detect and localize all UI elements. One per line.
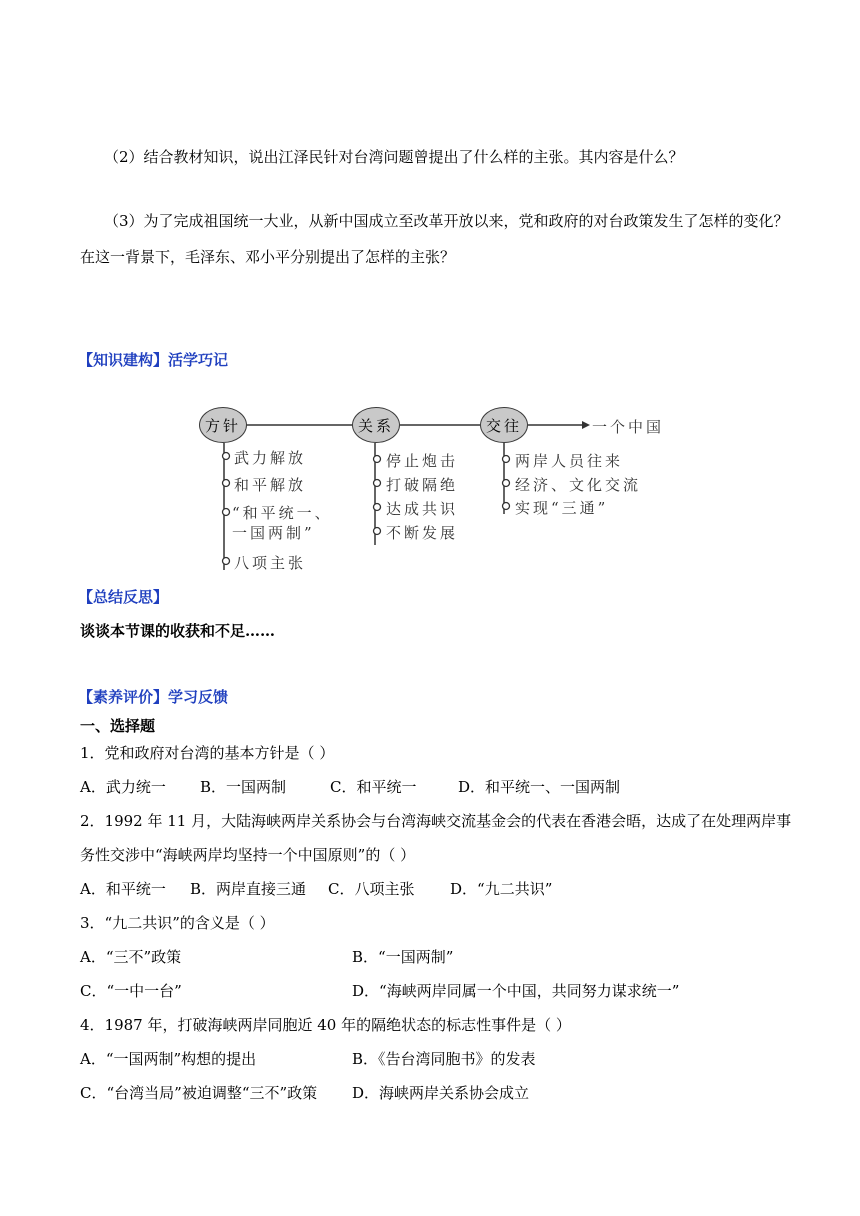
q1-option-d: D．和平统一、一国两制	[458, 778, 621, 796]
col3-item: 经济、文化交流	[515, 476, 642, 494]
col3-item: 实现“三通”	[515, 499, 609, 517]
question-3-open-line1: （3）为了完成祖国统一大业，从新中国成立至改革开放以来，党和政府的对台政策发生了怎样的变化？	[104, 212, 789, 230]
col2-item: 达成共识	[386, 500, 459, 518]
q2-stem-line1: 2．1992 年 11 月，大陆海峡两岸关系协会与台湾海峡交流基金会的代表在香港会晤，达成了在处理两岸事	[80, 812, 792, 830]
question-2-open: （2）结合教材知识，说出江泽民针对台湾问题曾提出了什么样的主张。其内容是什么？	[104, 148, 684, 166]
col2-item: 停止炮击	[386, 452, 459, 470]
q4-stem: 4．1987 年，打破海峡两岸同胞近 40 年的隔绝状态的标志性事件是（ ）	[80, 1016, 571, 1034]
q1-option-c: C．和平统一	[330, 778, 417, 796]
q4-option-a: A．“一国两制”构想的提出	[80, 1050, 257, 1068]
col2-item: 不断发展	[386, 524, 459, 542]
col1-item: “和平统一、	[232, 504, 333, 522]
col1-item: 八项主张	[234, 554, 307, 572]
evaluation-heading	[78, 686, 228, 707]
col1-item: 武力解放	[234, 449, 307, 467]
q2-option-b: B．两岸直接三通	[190, 880, 307, 898]
q2-stem-line2: 务性交涉中“海峡两岸均坚持一个中国原则”的（ ）	[80, 846, 416, 864]
node-relation: 关系	[352, 407, 400, 443]
q4-option-d: D．海峡两岸关系协会成立	[352, 1084, 530, 1102]
q1-option-b: B．一国两制	[200, 778, 287, 796]
q2-option-c: C．八项主张	[328, 880, 415, 898]
col1-item: 一国两制”	[232, 524, 315, 542]
col3-item: 两岸人员往来	[515, 452, 624, 470]
node-policy: 方针	[199, 407, 247, 443]
summary-heading	[78, 586, 168, 607]
end-label-one-china: 一个中国	[592, 418, 665, 436]
evaluation-title: 学习反馈	[168, 688, 229, 706]
q4-option-b: B．《告台湾同胞书》的发表	[352, 1050, 536, 1068]
knowledge-tag: 【知识建构】	[78, 351, 169, 369]
q2-option-a: A．和平统一	[80, 880, 166, 898]
node-exchange: 交往	[480, 407, 528, 443]
q4-option-c: C．“台湾当局”被迫调整“三不”政策	[80, 1084, 318, 1102]
q3-option-c: C．“一中一台”	[80, 982, 182, 1000]
col1-item: 和平解放	[234, 476, 307, 494]
evaluation-tag: 【素养评价】	[78, 688, 169, 706]
q3-option-b: B．“一国两制”	[352, 948, 454, 966]
summary-tag: 【总结反思】	[78, 588, 169, 606]
q2-option-d: D．“九二共识”	[450, 880, 553, 898]
q3-option-a: A．“三不”政策	[80, 948, 182, 966]
q1-stem: 1．党和政府对台湾的基本方针是（ ）	[80, 744, 335, 762]
question-3-open-line2: 在这一背景下，毛泽东、邓小平分别提出了怎样的主张？	[80, 248, 456, 266]
col2-item: 打破隔绝	[386, 476, 459, 494]
summary-text: 谈谈本节课的收获和不足……	[80, 622, 276, 640]
q3-option-d: D．“海峡两岸同属一个中国，共同努力谋求统一”	[352, 982, 680, 1000]
q1-option-a: A．武力统一	[80, 778, 166, 796]
knowledge-title: 活学巧记	[168, 351, 229, 369]
section-choice-title: 一、选择题	[80, 717, 156, 735]
q3-stem: 3．“九二共识”的含义是（ ）	[80, 914, 275, 932]
